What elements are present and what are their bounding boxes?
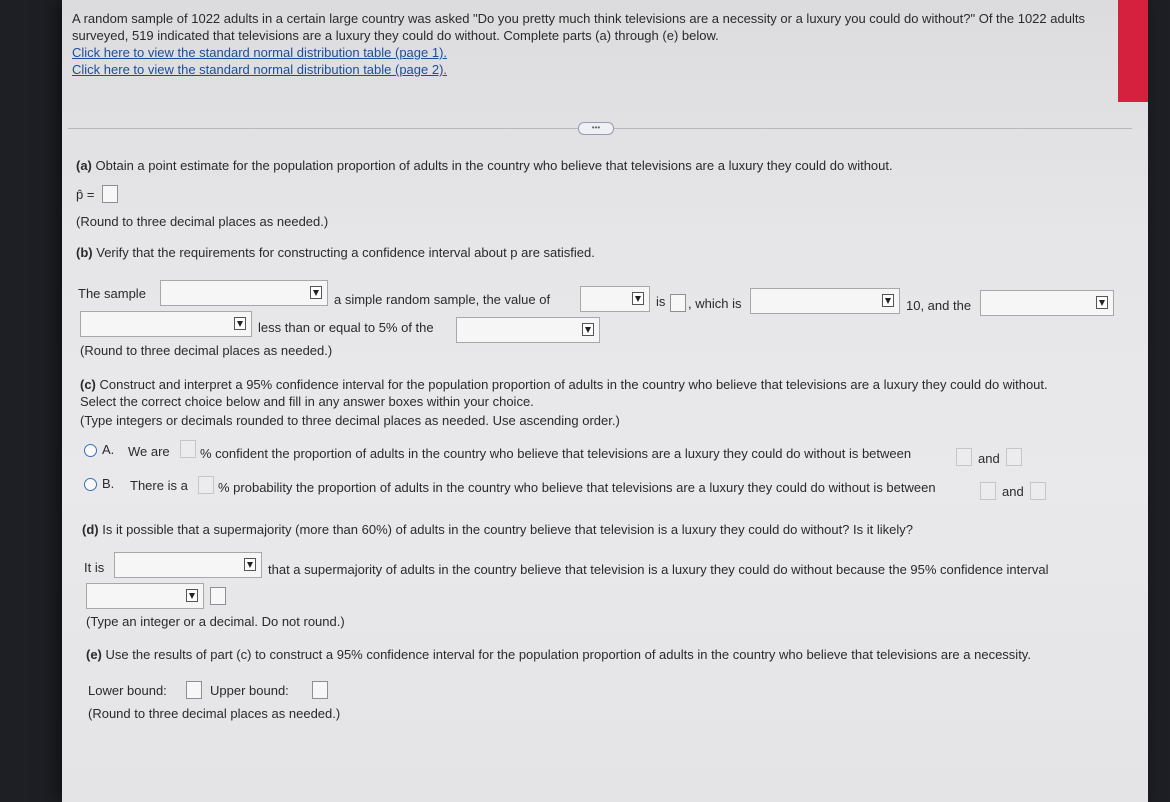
option-b-letter: B. — [102, 476, 115, 491]
part-d-text-because: that a supermajority of adults in the country believe that television is a luxury they could do without because the 95% confidence interval — [268, 562, 1049, 577]
lower-bound-box[interactable] — [186, 681, 202, 699]
sample-is-dropdown[interactable] — [160, 280, 328, 306]
interval-value-box[interactable] — [210, 587, 226, 605]
option-b-upper-box[interactable] — [1030, 482, 1046, 500]
chevron-down-icon — [882, 294, 894, 307]
part-b-text-sample: The sample — [78, 286, 146, 301]
part-b-text-5-percent: less than or equal to 5% of the — [258, 320, 434, 335]
chevron-down-icon — [632, 292, 644, 305]
interval-relation-dropdown[interactable] — [86, 583, 204, 609]
part-c-rounding-note: (Type integers or decimals rounded to three decimal places as needed. Use ascending order.) — [80, 413, 620, 428]
chevron-down-icon — [310, 286, 322, 299]
part-b-text-is: is — [656, 294, 666, 309]
option-b-radio[interactable] — [84, 478, 97, 491]
part-a-rounding-note: (Round to three decimal places as needed.) — [76, 214, 329, 229]
part-d-text-it-is: It is — [84, 560, 105, 575]
problem-statement — [72, 10, 1122, 78]
option-a-text-and: and — [978, 451, 1000, 466]
chevron-down-icon — [244, 558, 256, 571]
value-of-dropdown[interactable] — [580, 286, 650, 312]
option-a-radio[interactable] — [84, 444, 97, 457]
lower-bound-label: Lower bound: — [88, 683, 167, 698]
possibility-dropdown[interactable] — [114, 552, 262, 578]
option-a-text-mid: % confident the proportion of adults in the country who believe that televisions are a luxury they could do without is between — [200, 446, 912, 461]
part-b-text-srs: a simple random sample, the value of — [334, 292, 551, 307]
question-page — [62, 0, 1148, 802]
option-a-confidence-box[interactable] — [180, 440, 196, 458]
upper-bound-label: Upper bound: — [210, 683, 289, 698]
part-a-question: (a) Obtain a point estimate for the population proportion of adults in the country who believe that televisions are a luxury they could do without. — [76, 158, 893, 173]
option-b-text-mid: % probability the proportion of adults in the country who believe that televisions are a luxury they could do without is between — [218, 480, 936, 495]
part-b-question: (b) Verify that the requirements for constructing a confidence interval about p are satisfied. — [76, 245, 595, 260]
option-a-letter: A. — [102, 442, 115, 457]
chevron-down-icon — [234, 317, 246, 330]
chevron-down-icon — [582, 323, 594, 336]
option-a-upper-box[interactable] — [1006, 448, 1022, 466]
chevron-down-icon — [1096, 296, 1108, 309]
normal-table-link-page-2[interactable]: Click here to view the standard normal distribution table (page 2). — [72, 62, 448, 77]
part-b-text-10-and-the: 10, and the — [906, 298, 972, 313]
phat-label: p̂ = — [76, 187, 95, 202]
part-e-rounding-note: (Round to three decimal places as needed.) — [88, 706, 341, 721]
part-c-instruction: Select the correct choice below and fill in any answer boxes within your choice. — [80, 394, 534, 409]
option-b-text-and: and — [1002, 484, 1024, 499]
upper-bound-box[interactable] — [312, 681, 328, 699]
chevron-down-icon — [186, 589, 198, 602]
comparison-dropdown[interactable] — [750, 288, 900, 314]
population-dropdown[interactable] — [456, 317, 600, 343]
value-answer-box[interactable] — [670, 294, 686, 312]
part-d-question: (d) Is it possible that a supermajority (more than 60%) of adults in the country believe that television is a luxury they could do without? Is it likely? — [82, 522, 913, 537]
part-b-rounding-note: (Round to three decimal places as needed.) — [80, 343, 333, 358]
phat-answer-box[interactable] — [102, 185, 118, 203]
part-c-question: (c) Construct and interpret a 95% confidence interval for the population proportion of adults in the country who believe that televisions are a luxury they could do without. — [80, 377, 1048, 392]
option-b-text-pre: There is a — [130, 478, 188, 493]
option-b-probability-box[interactable] — [198, 476, 214, 494]
part-e-question: (e) Use the results of part (c) to construct a 95% confidence interval for the population proportion of adults in the country who believe that televisions are a necessity. — [86, 647, 1031, 662]
option-b-lower-box[interactable] — [980, 482, 996, 500]
expand-toggle[interactable]: ••• — [578, 122, 614, 135]
sample-size-relation-dropdown[interactable] — [80, 311, 252, 337]
part-b-text-which-is: , which is — [688, 296, 742, 311]
normal-table-link-page-1[interactable]: Click here to view the standard normal distribution table (page 1). — [72, 45, 448, 60]
intro-text: A random sample of 1022 adults in a certain large country was asked "Do you pretty much think televisions are a necessity or a luxury you could do without?" Of the 1022 adults surveyed, 519 indicated that televisions are a luxury they could do without. Complete parts (a) through (e) below. — [72, 11, 1085, 43]
part-d-note: (Type an integer or a decimal. Do not round.) — [86, 614, 345, 629]
sample-size-dropdown[interactable] — [980, 290, 1114, 316]
option-a-text-pre: We are — [128, 444, 170, 459]
accent-bar — [1118, 0, 1148, 102]
option-a-lower-box[interactable] — [956, 448, 972, 466]
